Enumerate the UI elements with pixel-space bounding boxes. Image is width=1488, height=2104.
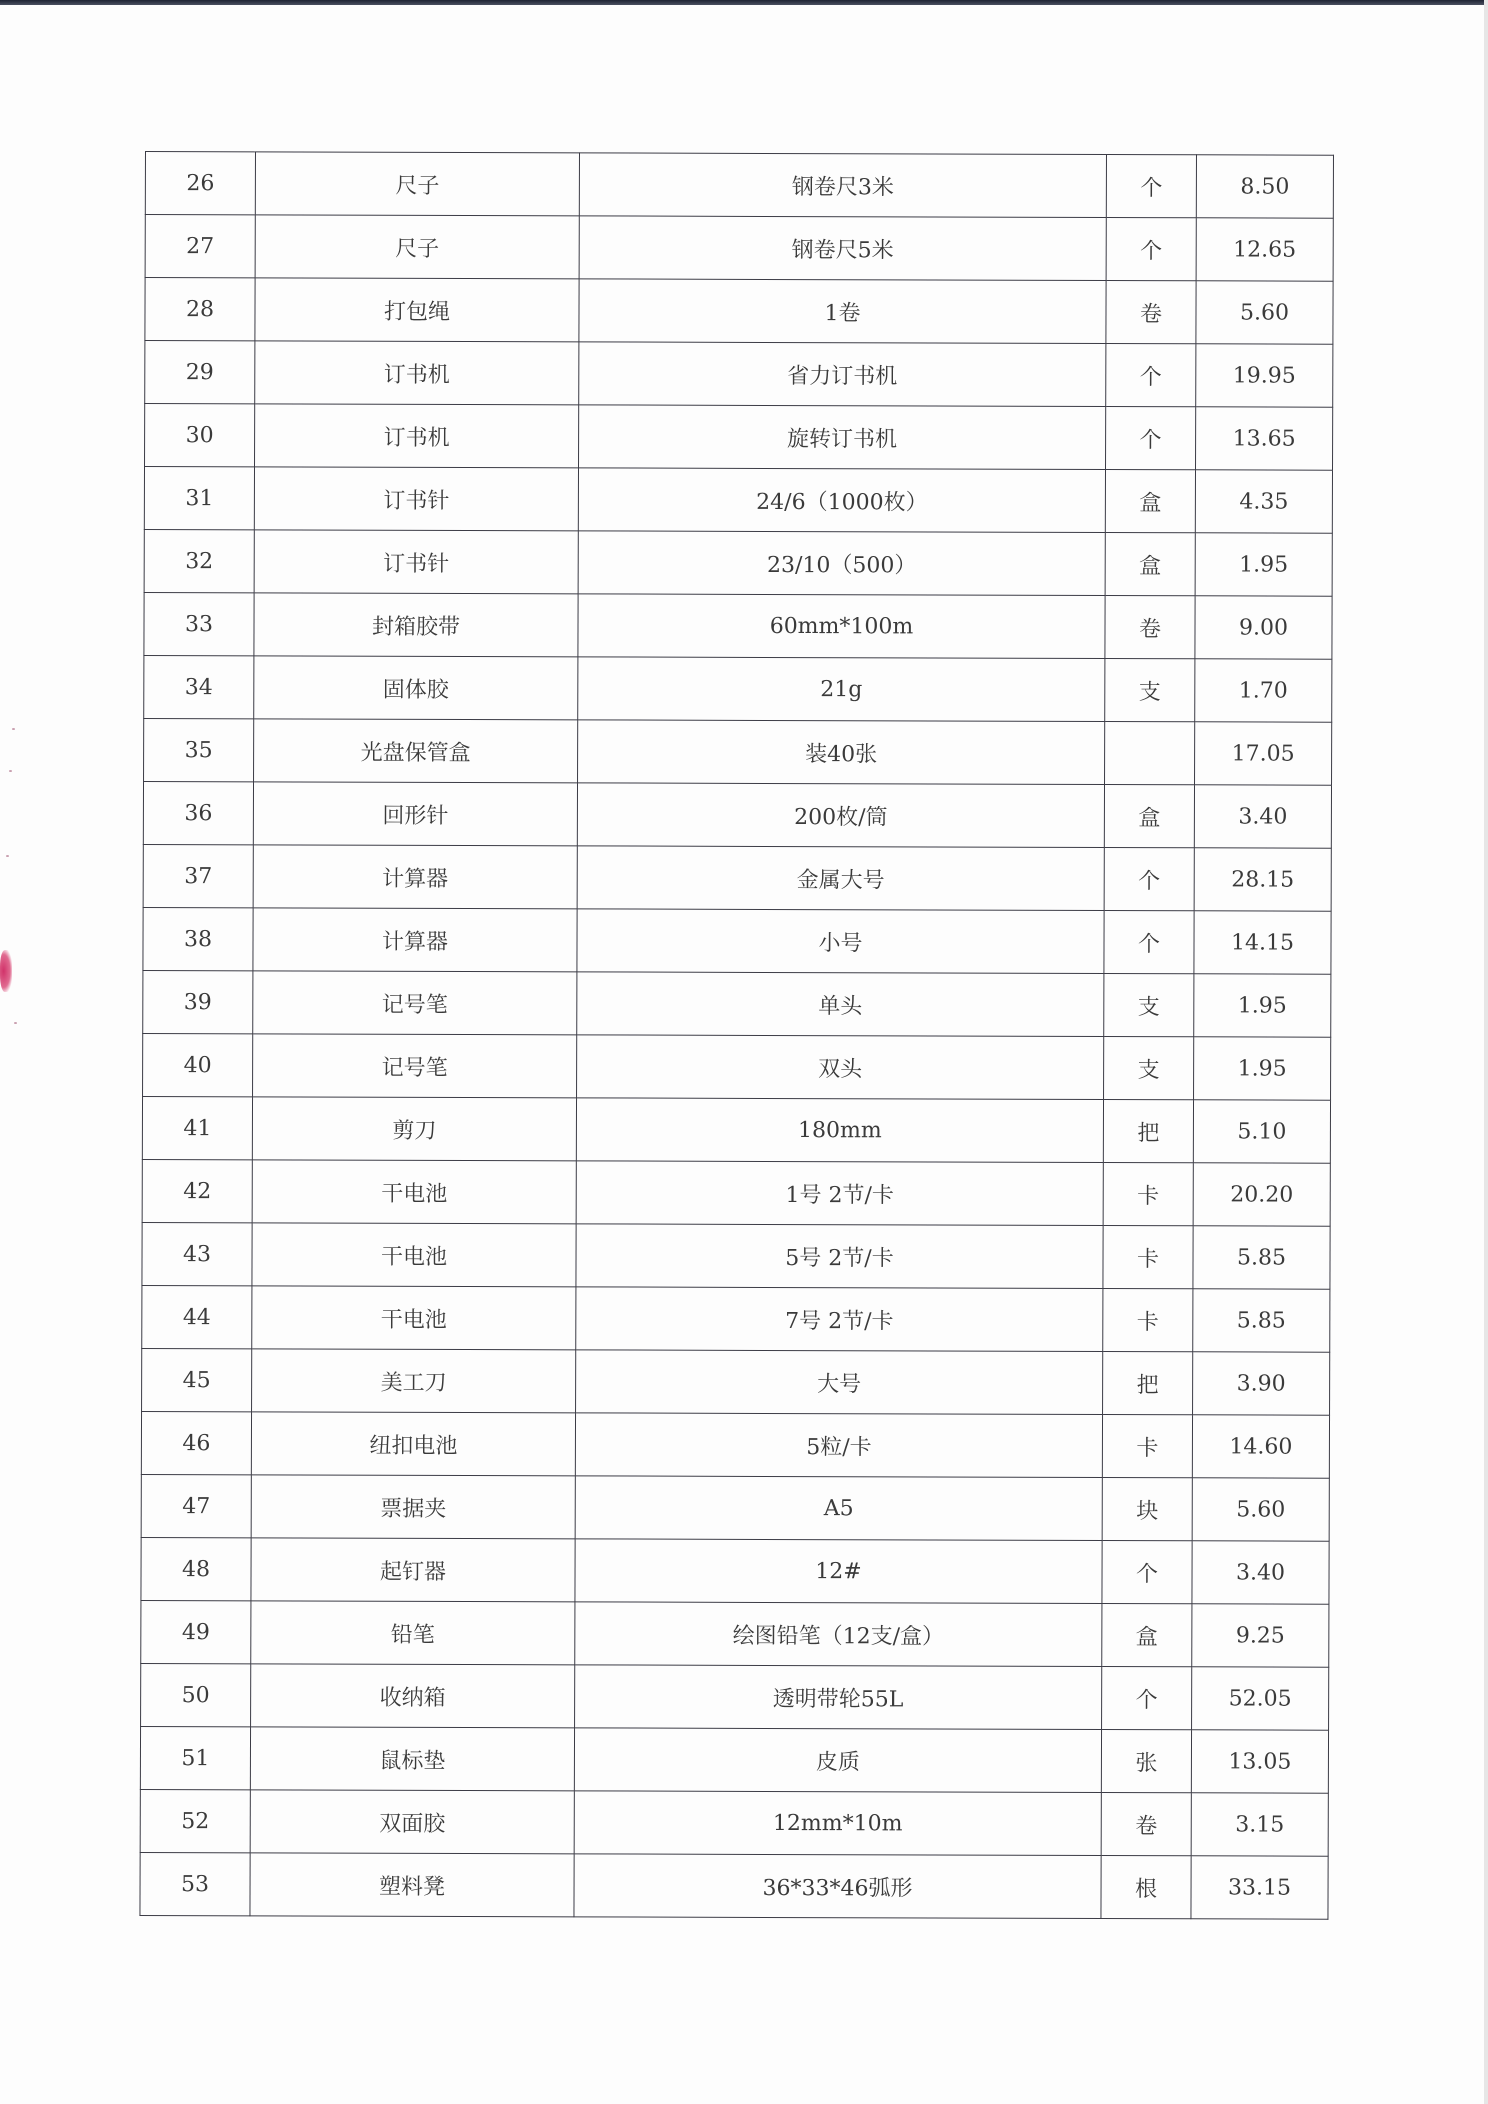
table-row bbox=[144, 467, 1332, 534]
item-spec-cell: 23/10（500） bbox=[578, 531, 1105, 596]
table-row bbox=[140, 1852, 1328, 1919]
item-spec-cell: 双头 bbox=[577, 1035, 1104, 1100]
table-row bbox=[140, 1726, 1328, 1793]
item-name-cell: 收纳箱 bbox=[251, 1664, 575, 1728]
item-unit-cell: 盒 bbox=[1105, 533, 1195, 596]
table-row bbox=[141, 1474, 1329, 1541]
item-unit-cell: 盒 bbox=[1104, 785, 1194, 848]
row-number-cell: 47 bbox=[141, 1474, 251, 1537]
item-name-cell: 订书机 bbox=[255, 341, 579, 405]
table-row bbox=[145, 215, 1333, 282]
item-spec-cell: 21g bbox=[578, 657, 1105, 722]
table-row bbox=[143, 907, 1331, 974]
row-number-cell: 39 bbox=[143, 970, 253, 1033]
item-name-cell: 订书机 bbox=[255, 404, 579, 468]
item-price-cell: 3.15 bbox=[1191, 1793, 1328, 1856]
item-price-cell: 9.00 bbox=[1195, 596, 1332, 659]
item-spec-cell: 金属大号 bbox=[577, 846, 1104, 911]
item-spec-cell: 钢卷尺3米 bbox=[579, 153, 1106, 218]
item-unit-cell: 个 bbox=[1104, 911, 1194, 974]
item-price-cell: 5.60 bbox=[1196, 281, 1333, 344]
table-row bbox=[145, 278, 1333, 345]
price-table bbox=[139, 151, 1334, 1920]
item-unit-cell: 把 bbox=[1103, 1352, 1193, 1415]
item-spec-cell: 装40张 bbox=[578, 720, 1105, 785]
row-number-cell: 34 bbox=[144, 655, 254, 718]
row-number-cell: 46 bbox=[141, 1411, 251, 1474]
table-row bbox=[142, 1285, 1330, 1352]
item-spec-cell: 1卷 bbox=[579, 279, 1106, 344]
item-spec-cell: 钢卷尺5米 bbox=[579, 216, 1106, 281]
item-price-cell: 13.65 bbox=[1196, 407, 1333, 470]
item-unit-cell: 根 bbox=[1101, 1856, 1191, 1919]
table-row bbox=[141, 1600, 1329, 1667]
item-price-cell: 13.05 bbox=[1191, 1730, 1328, 1793]
item-spec-cell: 旋转订书机 bbox=[579, 405, 1106, 470]
item-name-cell: 尺子 bbox=[255, 215, 579, 279]
scan-speck bbox=[6, 855, 9, 857]
item-name-cell: 打包绳 bbox=[255, 278, 579, 342]
row-number-cell: 32 bbox=[144, 529, 254, 592]
item-unit-cell: 盒 bbox=[1102, 1604, 1192, 1667]
item-spec-cell: 透明带轮55L bbox=[575, 1665, 1102, 1730]
item-spec-cell: 12# bbox=[575, 1539, 1102, 1604]
item-price-cell: 5.10 bbox=[1193, 1100, 1330, 1163]
table-row bbox=[143, 844, 1331, 911]
row-number-cell: 38 bbox=[143, 907, 253, 970]
item-spec-cell: 1号 2节/卡 bbox=[576, 1161, 1103, 1226]
row-number-cell: 27 bbox=[145, 215, 255, 278]
item-name-cell: 塑料凳 bbox=[250, 1853, 574, 1917]
table-row bbox=[142, 1222, 1330, 1289]
item-spec-cell: 24/6（1000枚） bbox=[578, 468, 1105, 533]
item-price-cell: 14.60 bbox=[1192, 1415, 1329, 1478]
item-name-cell: 计算器 bbox=[253, 845, 577, 909]
table-row bbox=[143, 970, 1331, 1037]
item-unit-cell: 个 bbox=[1102, 1541, 1192, 1604]
row-number-cell: 52 bbox=[140, 1789, 250, 1852]
item-name-cell: 干电池 bbox=[252, 1286, 576, 1350]
item-unit-cell: 个 bbox=[1106, 407, 1196, 470]
item-unit-cell: 把 bbox=[1103, 1100, 1193, 1163]
item-price-cell: 14.15 bbox=[1194, 911, 1331, 974]
item-name-cell: 订书针 bbox=[254, 530, 578, 594]
item-spec-cell: 单头 bbox=[577, 972, 1104, 1037]
table-body bbox=[140, 152, 1334, 1920]
item-price-cell: 5.85 bbox=[1193, 1289, 1330, 1352]
item-unit-cell: 个 bbox=[1106, 218, 1196, 281]
table-row bbox=[142, 1348, 1330, 1415]
table-row bbox=[143, 781, 1331, 848]
row-number-cell: 33 bbox=[144, 592, 254, 655]
table-row bbox=[144, 529, 1332, 596]
item-spec-cell: 小号 bbox=[577, 909, 1104, 974]
item-price-cell: 52.05 bbox=[1192, 1667, 1329, 1730]
item-name-cell: 记号笔 bbox=[253, 1034, 577, 1098]
item-unit-cell: 盒 bbox=[1105, 470, 1195, 533]
row-number-cell: 51 bbox=[140, 1726, 250, 1789]
ink-stain bbox=[0, 950, 12, 992]
item-price-cell: 33.15 bbox=[1191, 1856, 1328, 1919]
item-unit-cell: 个 bbox=[1106, 155, 1196, 218]
item-unit-cell: 卡 bbox=[1103, 1289, 1193, 1352]
row-number-cell: 41 bbox=[142, 1096, 252, 1159]
row-number-cell: 50 bbox=[141, 1663, 251, 1726]
item-price-cell: 4.35 bbox=[1195, 470, 1332, 533]
item-unit-cell bbox=[1105, 722, 1195, 785]
item-spec-cell: 皮质 bbox=[574, 1728, 1101, 1793]
row-number-cell: 42 bbox=[142, 1159, 252, 1222]
row-number-cell: 49 bbox=[141, 1600, 251, 1663]
item-unit-cell: 卷 bbox=[1105, 596, 1195, 659]
item-price-cell: 5.85 bbox=[1193, 1226, 1330, 1289]
item-unit-cell: 卡 bbox=[1103, 1226, 1193, 1289]
row-number-cell: 26 bbox=[145, 152, 255, 215]
row-number-cell: 36 bbox=[143, 781, 253, 844]
item-unit-cell: 个 bbox=[1102, 1667, 1192, 1730]
item-unit-cell: 块 bbox=[1102, 1478, 1192, 1541]
item-name-cell: 纽扣电池 bbox=[251, 1412, 575, 1476]
item-spec-cell: 7号 2节/卡 bbox=[576, 1287, 1103, 1352]
item-spec-cell: 180mm bbox=[576, 1098, 1103, 1163]
item-name-cell: 鼠标垫 bbox=[250, 1727, 574, 1791]
item-name-cell: 固体胶 bbox=[254, 656, 578, 720]
table-row bbox=[145, 404, 1333, 471]
item-spec-cell: 200枚/筒 bbox=[577, 783, 1104, 848]
row-number-cell: 44 bbox=[142, 1285, 252, 1348]
item-price-cell: 19.95 bbox=[1196, 344, 1333, 407]
row-number-cell: 31 bbox=[144, 467, 254, 530]
row-number-cell: 45 bbox=[142, 1348, 252, 1411]
item-spec-cell: 绘图铅笔（12支/盒） bbox=[575, 1602, 1102, 1667]
item-spec-cell: 省力订书机 bbox=[579, 342, 1106, 407]
item-spec-cell: A5 bbox=[575, 1476, 1102, 1541]
item-name-cell: 尺子 bbox=[255, 152, 579, 216]
table-row bbox=[141, 1411, 1329, 1478]
table-row bbox=[141, 1663, 1329, 1730]
item-price-cell: 1.95 bbox=[1195, 533, 1332, 596]
row-number-cell: 40 bbox=[143, 1033, 253, 1096]
table-row bbox=[145, 341, 1333, 408]
item-name-cell: 铅笔 bbox=[251, 1601, 575, 1665]
table-row bbox=[142, 1096, 1330, 1163]
item-unit-cell: 支 bbox=[1104, 974, 1194, 1037]
item-price-cell: 1.70 bbox=[1195, 659, 1332, 722]
item-name-cell: 美工刀 bbox=[252, 1349, 576, 1413]
item-price-cell: 3.90 bbox=[1193, 1352, 1330, 1415]
table-row bbox=[144, 718, 1332, 785]
item-spec-cell: 大号 bbox=[576, 1350, 1103, 1415]
item-name-cell: 记号笔 bbox=[253, 971, 577, 1035]
scan-speck bbox=[14, 1022, 17, 1024]
item-price-cell: 12.65 bbox=[1196, 218, 1333, 281]
item-price-cell: 3.40 bbox=[1192, 1541, 1329, 1604]
item-unit-cell: 支 bbox=[1104, 1037, 1194, 1100]
item-spec-cell: 60mm*100m bbox=[578, 594, 1105, 659]
row-number-cell: 37 bbox=[143, 844, 253, 907]
item-name-cell: 回形针 bbox=[253, 782, 577, 846]
item-unit-cell: 卷 bbox=[1106, 281, 1196, 344]
item-unit-cell: 卡 bbox=[1103, 1163, 1193, 1226]
item-price-cell: 28.15 bbox=[1194, 848, 1331, 911]
scan-speck bbox=[12, 728, 15, 730]
item-price-cell: 20.20 bbox=[1193, 1163, 1330, 1226]
item-unit-cell: 支 bbox=[1105, 659, 1195, 722]
scan-top-edge bbox=[0, 0, 1488, 5]
item-spec-cell: 5粒/卡 bbox=[575, 1413, 1102, 1478]
item-price-cell: 5.60 bbox=[1192, 1478, 1329, 1541]
item-unit-cell: 个 bbox=[1106, 344, 1196, 407]
table-row bbox=[143, 1033, 1331, 1100]
scan-speck bbox=[9, 770, 12, 772]
item-unit-cell: 卷 bbox=[1101, 1793, 1191, 1856]
item-name-cell: 光盘保管盒 bbox=[254, 719, 578, 783]
row-number-cell: 53 bbox=[140, 1852, 250, 1915]
item-spec-cell: 36*33*46弧形 bbox=[574, 1854, 1101, 1919]
item-spec-cell: 5号 2节/卡 bbox=[576, 1224, 1103, 1289]
table-row bbox=[144, 655, 1332, 722]
item-price-cell: 3.40 bbox=[1194, 785, 1331, 848]
item-price-cell: 1.95 bbox=[1194, 1037, 1331, 1100]
item-unit-cell: 个 bbox=[1104, 848, 1194, 911]
table-row bbox=[144, 592, 1332, 659]
item-name-cell: 封箱胶带 bbox=[254, 593, 578, 657]
item-price-cell: 8.50 bbox=[1196, 155, 1333, 218]
item-spec-cell: 12mm*10m bbox=[574, 1791, 1101, 1856]
item-name-cell: 干电池 bbox=[252, 1223, 576, 1287]
item-name-cell: 干电池 bbox=[252, 1160, 576, 1224]
row-number-cell: 35 bbox=[144, 718, 254, 781]
item-name-cell: 双面胶 bbox=[250, 1790, 574, 1854]
item-name-cell: 剪刀 bbox=[252, 1097, 576, 1161]
table-row bbox=[141, 1537, 1329, 1604]
item-unit-cell: 卡 bbox=[1102, 1415, 1192, 1478]
table-row bbox=[142, 1159, 1330, 1226]
item-price-cell: 1.95 bbox=[1194, 974, 1331, 1037]
item-unit-cell: 张 bbox=[1101, 1730, 1191, 1793]
table-row bbox=[140, 1789, 1328, 1856]
row-number-cell: 48 bbox=[141, 1537, 251, 1600]
item-name-cell: 计算器 bbox=[253, 908, 577, 972]
row-number-cell: 29 bbox=[145, 341, 255, 404]
item-name-cell: 票据夹 bbox=[251, 1475, 575, 1539]
row-number-cell: 43 bbox=[142, 1222, 252, 1285]
table-row bbox=[145, 152, 1333, 219]
row-number-cell: 30 bbox=[145, 404, 255, 467]
item-name-cell: 起钉器 bbox=[251, 1538, 575, 1602]
item-name-cell: 订书针 bbox=[254, 467, 578, 531]
row-number-cell: 28 bbox=[145, 278, 255, 341]
item-price-cell: 17.05 bbox=[1195, 722, 1332, 785]
item-price-cell: 9.25 bbox=[1192, 1604, 1329, 1667]
scan-right-edge bbox=[1484, 0, 1488, 2104]
